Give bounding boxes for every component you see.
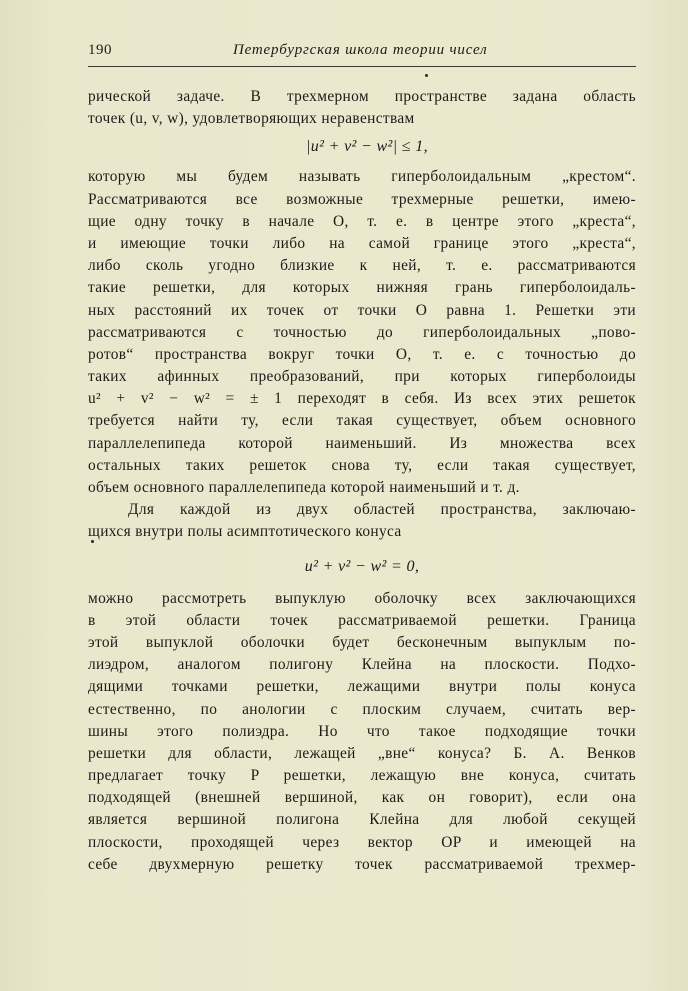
text-line: объем основного параллелепипеда которой наименьший и т. д. bbox=[88, 479, 520, 496]
text-line: рассматриваются с точностью до гиперболоидальных „пово- bbox=[88, 323, 636, 341]
text-line: u² + v² − w² = ± 1 переходят в себя. Из всех этих решеток bbox=[88, 390, 636, 408]
running-title: Петербургская школа теории чисел bbox=[233, 42, 488, 58]
text-line: точек (u, v, w), удовлетворяющих неравенствам bbox=[88, 110, 415, 128]
text-line: является вершиной полигона Клейна для любой секущей bbox=[88, 811, 636, 829]
page-header bbox=[88, 40, 636, 64]
text-line: в этой области точек рассматриваемой решетки. Граница bbox=[88, 611, 636, 629]
text-line: параллелепипеда которой наименьший. Из множества всех bbox=[88, 434, 636, 452]
text-line: Рассматриваются все возможные трехмерные решетки, имею- bbox=[88, 190, 636, 208]
paragraph-3 bbox=[88, 499, 636, 543]
text-line: шины этого полиэдра. Но что такое подходящие точки bbox=[88, 722, 636, 740]
text-line: таких афинных преобразований, при которых гиперболоиды bbox=[88, 368, 636, 386]
text-line: решетки для области, лежащей „вне“ конуса? Б. А. Венков bbox=[88, 744, 636, 762]
paragraph-2 bbox=[88, 166, 636, 499]
text-line: лиэдром, аналогом полигону Клейна на плоскости. Подхо- bbox=[88, 656, 636, 674]
text-line: щихся внутри полы асимптотического конуса bbox=[88, 523, 402, 541]
body-text bbox=[88, 86, 636, 876]
text-line: подходящей (внешней вершиной, как он говорит), если она bbox=[88, 789, 636, 807]
text-line: такие решетки, для которых нижняя грань гиперболоидаль- bbox=[88, 279, 636, 297]
text-line: Для каждой из двух областей пространства, заключаю- bbox=[128, 501, 636, 519]
text-line: плоскости, проходящей через вектор OP и имеющей на bbox=[88, 833, 636, 851]
text-line: естественно, по анологии с плоским случаем, считать вер- bbox=[88, 700, 636, 718]
text-line: либо сколь угодно близкие к ней, т. е. рассматриваются bbox=[88, 257, 636, 275]
text-line: ных расстояний их точек от точки O равна 1. Решетки эти bbox=[88, 301, 636, 319]
header-rule bbox=[88, 66, 636, 67]
text-line: можно рассмотреть выпуклую оболочку всех заключающихся bbox=[88, 589, 636, 607]
text-line: и имеющие точки либо на самой границе этого „креста“, bbox=[88, 234, 636, 252]
text-line: этой выпуклой оболочки будет бесконечным выпуклым по- bbox=[88, 633, 636, 651]
text-line: требуется найти ту, если такая существует, объем основного bbox=[88, 412, 636, 430]
text-line: дящими точками решетки, лежащими внутри полы конуса bbox=[88, 678, 636, 696]
formula-asymptotic-cone: u² + v² − w² = 0, bbox=[304, 557, 420, 575]
formula-hyperboloid-inequality: |u² + v² − w²| ≤ 1, bbox=[306, 138, 428, 156]
paragraph-4 bbox=[88, 588, 636, 876]
text-line: остальных таких решеток снова ту, если такая существует, bbox=[88, 456, 636, 474]
page-number: 190 bbox=[88, 42, 112, 58]
text-line: щие одну точку в начале O, т. е. в центре этого „креста“, bbox=[88, 212, 636, 230]
text-line: рической задаче. В трехмерном пространстве задана область bbox=[88, 88, 636, 105]
text-line: которую мы будем называть гиперболоидальным „крестом“. bbox=[88, 168, 636, 186]
print-speck bbox=[425, 74, 428, 77]
paragraph-1 bbox=[88, 86, 636, 130]
text-line: ротов“ пространства вокруг точки O, т. е. с точностью до bbox=[88, 345, 636, 363]
text-line: предлагает точку P решетки, лежащую вне конуса, считать bbox=[88, 767, 636, 785]
text-line: себе двухмерную решетку точек рассматриваемой трехмер- bbox=[88, 855, 636, 873]
